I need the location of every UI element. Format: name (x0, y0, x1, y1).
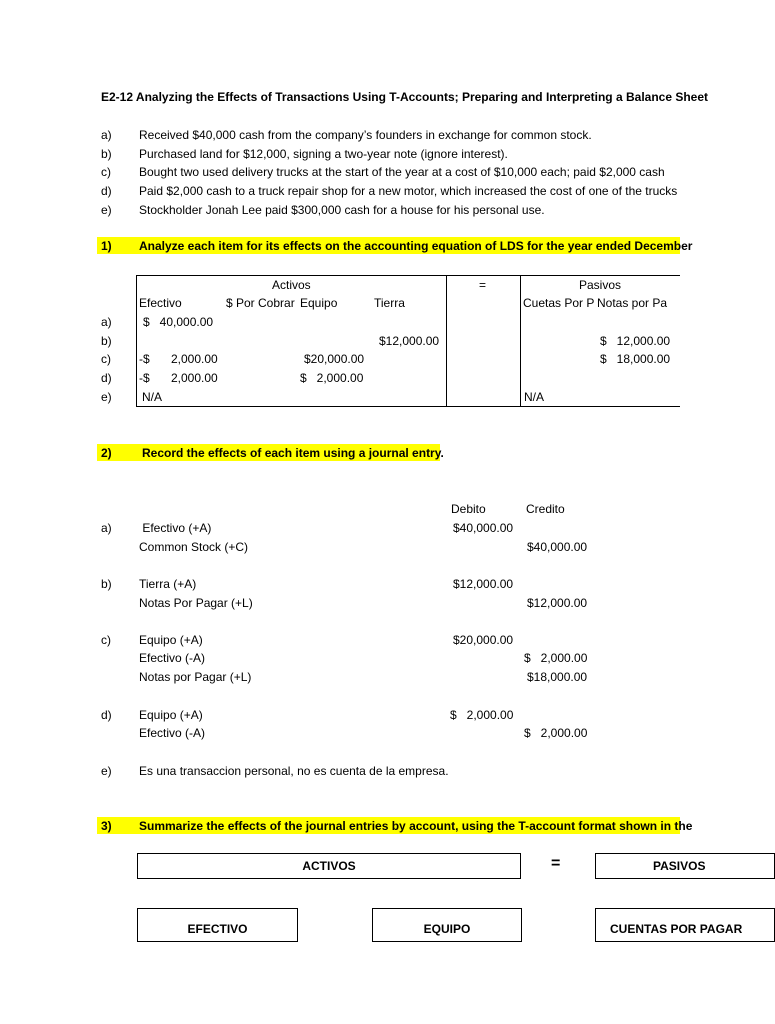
entry-account: Equipo (+A) (139, 633, 203, 647)
entry-credit: $ 2,000.00 (524, 651, 588, 665)
cell-efectivo: $ 40,000.00 (143, 315, 214, 329)
credito-header: Credito (526, 502, 565, 516)
cuentas-box (595, 908, 775, 942)
efectivo-box (137, 908, 298, 942)
table-divider (520, 275, 521, 407)
entry-account: Notas Por Pagar (+L) (139, 596, 253, 610)
equals-sign: = (551, 855, 561, 872)
q1-text: Analyze each item for its effects on the accounting equation of LDS for the year ended December (139, 239, 693, 253)
entry-letter: a) (101, 521, 112, 535)
cell-efectivo: 2,000.00 (171, 371, 218, 385)
entry-credit: $18,000.00 (527, 670, 588, 684)
item-text: Received $40,000 cash from the company’s founders in exchange for common stock. (139, 128, 592, 142)
entry-letter: e) (101, 764, 112, 778)
cell-equipo: $ 2,000.00 (300, 371, 364, 385)
activos-box-label: ACTIVOS (302, 859, 356, 873)
row-letter: e) (101, 390, 112, 404)
table-bottom-border (136, 406, 680, 407)
entry-debit: $ 2,000.00 (450, 708, 514, 722)
entry-debit: $40,000.00 (453, 521, 514, 535)
entry-account: Notas por Pagar (+L) (139, 670, 252, 684)
entry-account: Equipo (+A) (139, 708, 203, 722)
entry-credit: $12,000.00 (527, 596, 588, 610)
pasivos-box-label: PASIVOS (653, 859, 706, 873)
cell-notas: $ 12,000.00 (600, 334, 671, 348)
cell-cuentas: N/A (524, 390, 545, 404)
column-header: Notas por Pa (597, 296, 668, 310)
pasivos-header: Pasivos (579, 278, 622, 292)
row-letter: b) (101, 334, 112, 348)
item-letter: b) (101, 147, 112, 161)
entry-account: Efectivo (-A) (139, 726, 206, 740)
item-text: Bought two used delivery trucks at the start of the year at a cost of $10,000 each; paid $2,000 cash (139, 165, 665, 179)
entry-letter: b) (101, 577, 112, 591)
efectivo-box-label: EFECTIVO (187, 922, 248, 936)
exercise-title: E2-12 Analyzing the Effects of Transactions Using T-Accounts; Preparing and Interpreting a Balance Sheet (101, 90, 709, 104)
q1-number: 1) (101, 239, 112, 253)
equipo-box (372, 908, 522, 942)
entry-letter: d) (101, 708, 112, 722)
row-letter: c) (101, 352, 111, 366)
cell-tierra: $12,000.00 (379, 334, 440, 348)
cell-efectivo: N/A (142, 390, 163, 404)
entry-credit: $ 2,000.00 (524, 726, 588, 740)
q3-text: Summarize the effects of the journal entries by account, using the T-account format shown in the (139, 819, 693, 833)
row-letter: a) (101, 315, 112, 329)
table-divider (446, 275, 447, 407)
cell-efectivo-sign: -$ (139, 352, 150, 366)
entry-debit: $20,000.00 (453, 633, 514, 647)
entry-note: Es una transaccion personal, no es cuenta de la empresa. (139, 764, 449, 778)
debito-header: Debito (451, 502, 486, 516)
q2-text: Record the effects of each item using a journal entry. (142, 446, 444, 460)
item-text: Stockholder Jonah Lee paid $300,000 cash for a house for his personal use. (139, 203, 545, 217)
item-letter: a) (101, 128, 112, 142)
equipo-box-label: EQUIPO (423, 922, 471, 936)
column-header: $ Por Cobrar (226, 296, 295, 310)
entry-credit: $40,000.00 (527, 540, 588, 554)
entry-letter: c) (101, 633, 111, 647)
cell-efectivo-sign: -$ (139, 371, 150, 385)
pasivos-box (595, 853, 775, 879)
cell-efectivo: 2,000.00 (171, 352, 218, 366)
entry-debit: $12,000.00 (453, 577, 514, 591)
activos-header: Activos (272, 278, 311, 292)
q3-number: 3) (101, 819, 112, 833)
item-letter: e) (101, 203, 112, 217)
entry-account: Efectivo (+A) (139, 521, 212, 535)
cell-equipo: $20,000.00 (304, 352, 365, 366)
item-text: Purchased land for $12,000, signing a two-year note (ignore interest). (139, 147, 508, 161)
row-letter: d) (101, 371, 112, 385)
equals-sign: = (479, 278, 487, 292)
item-text: Paid $2,000 cash to a truck repair shop for a new motor, which increased the cost of one of the trucks (139, 184, 678, 198)
column-header: Cuetas Por P (523, 296, 595, 310)
entry-account: Common Stock (+C) (139, 540, 249, 554)
cuentas-box-label: CUENTAS POR PAGAR (610, 922, 743, 936)
table-top-border (136, 275, 680, 276)
column-header: Efectivo (139, 296, 182, 310)
table-left-border (136, 275, 137, 407)
entry-account: Tierra (+A) (139, 577, 197, 591)
item-letter: c) (101, 165, 111, 179)
column-header: Equipo (300, 296, 338, 310)
cell-notas: $ 18,000.00 (600, 352, 671, 366)
entry-account: Efectivo (-A) (139, 651, 206, 665)
item-letter: d) (101, 184, 112, 198)
q2-number: 2) (101, 446, 112, 460)
column-header: Tierra (374, 296, 405, 310)
activos-box (137, 853, 521, 879)
